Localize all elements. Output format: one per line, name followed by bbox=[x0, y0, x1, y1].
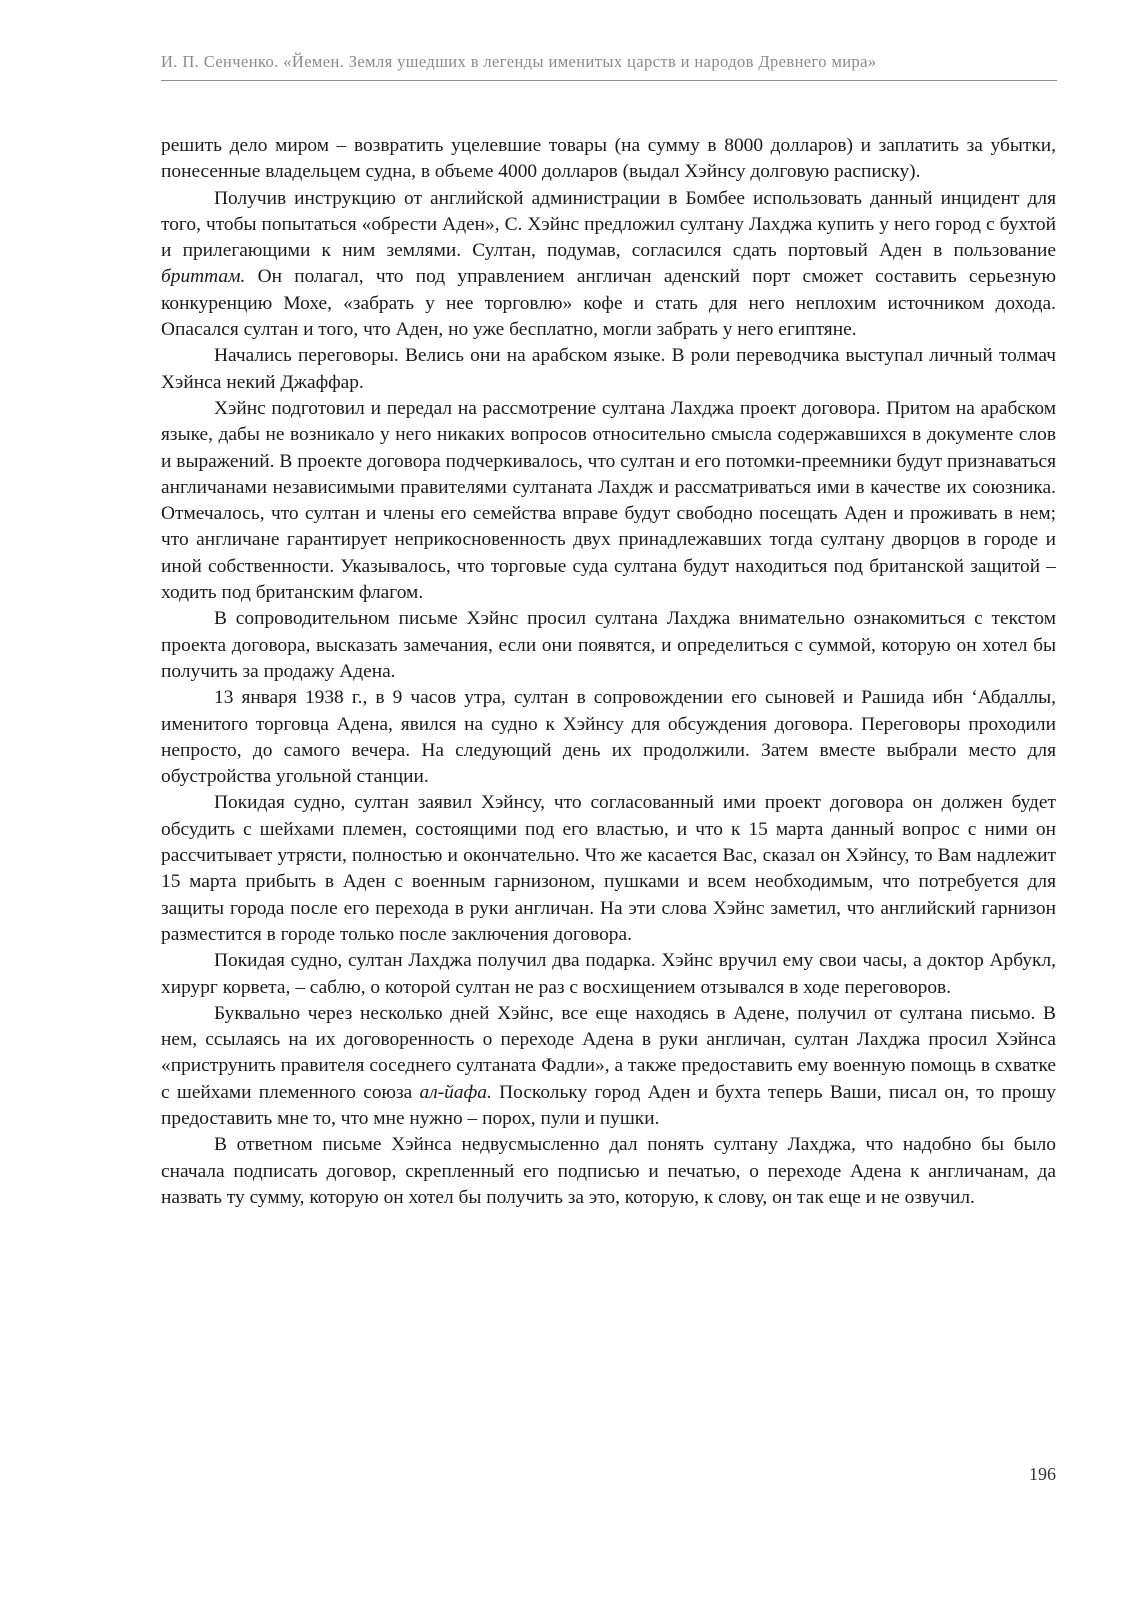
paragraph-9-emphasis: ал-йафа. bbox=[419, 1081, 492, 1103]
paragraph-10: В ответном письме Хэйнса недвусмысленно дал понять султану Лахджа, что надобно бы было сначала подписать договор, скрепленный его подписью и печатью, о переходе Адена к англичанам, да назвать ту сумму, которую он хотел бы получить за это, которую, к слову, он так еще и не озвучил. bbox=[161, 1134, 1056, 1208]
paragraph-3: Начались переговоры. Велись они на арабском языке. В роли переводчика выступал личный толмач Хэйнса некий Джаффар. bbox=[161, 345, 1056, 393]
paragraph-5: В сопроводительном письме Хэйнс просил султана Лахджа внимательно ознакомиться с текстом проекта договора, высказать замечания, если они появятся, и определиться с суммой, которую он хотел бы получить за продажу Адена. bbox=[161, 608, 1056, 682]
paragraph-1: решить дело миром – возвратить уцелевшие товары (на сумму в 8000 долларов) и заплатить за убытки, понесенные владельцем судна, в объеме 4000 долларов (выдал Хэйнсу долговую расписку). bbox=[161, 135, 1056, 183]
paragraph-7: Покидая судно, султан заявил Хэйнсу, что согласованный ими проект договора он должен будет обсудить с шейхами племен, состоящими под его властью, и что к 15 марта данный вопрос с ними он рассчитывает утрясти, полностью и окончательно. Что же касается Вас, сказал он Хэйнсу, то Вам надлежит 15 марта прибыть в Аден с военным гарнизоном, пушками и всем необходимым, что потребуется для защиты города после его перехода в руки англичан. На эти слова Хэйнс заметил, что английский гарнизон разместится в городе только после заключения договора. bbox=[161, 792, 1056, 945]
header-divider bbox=[161, 80, 1057, 81]
paragraph-2-text-after: Он полагал, что под управлением англичан аденский порт сможет составить серьезную конкуренцию Мохе, «забрать у нее торговлю» кофе и стать для него неплохим источником дохода. Опасался султан и того, что Аден, но уже бесплатно, могли забрать у него египтяне. bbox=[161, 266, 1056, 341]
paragraph-9 bbox=[161, 1001, 1056, 1132]
body-text bbox=[161, 133, 1056, 1211]
paragraph-2-text-before: Получив инструкцию от английской администрации в Бомбее использовать данный инцидент для того, чтобы попытаться «обрести Аден», С. Хэйнс предложил султану Лахджа купить у него город с бухтой и прилегающими к ним землями. Султан, подумав, согласился сдать портовый Аден в пользование bbox=[161, 187, 1056, 262]
paragraph-9-text-after: Поскольку город Аден и бухта теперь Ваши, писал он, то прошу предоставить мне то, что мне нужно – порох, пули и пушки. bbox=[161, 1081, 1056, 1129]
paragraph-2-emphasis: бриттам. bbox=[161, 266, 246, 288]
paragraph-9-text-before: Буквально через несколько дней Хэйнс, все еще находясь в Адене, получил от султана письмо. В нем, ссылаясь на их договоренность о переходе Адена в руки англичан, султан Лахджа просил Хэйнса «приструнить правителя соседнего султаната Фадли», а также предоставить ему военную помощь в схватке с шейхами племенного союза bbox=[161, 1002, 1056, 1103]
running-header: И. П. Сенченко. «Йемен. Земля ушедших в легенды именитых царств и народов Древнего мира» bbox=[161, 52, 877, 71]
paragraph-2 bbox=[161, 186, 1056, 344]
paragraph-6: 13 января 1938 г., в 9 часов утра, султан в сопровождении его сыновей и Рашида ибн ‘Абдаллы, именитого торговца Адена, явился на судно к Хэйнсу для обсуждения договора. Переговоры проходили непросто, до самого вечера. На следующий день их продолжили. Затем вместе выбрали место для обустройства угольной станции. bbox=[161, 687, 1056, 788]
page-number: 196 bbox=[1029, 1464, 1056, 1484]
paragraph-8: Покидая судно, султан Лахджа получил два подарка. Хэйнс вручил ему свои часы, а доктор Арбукл, хирург корвета, – саблю, о которой султан не раз с восхищением отзывался в ходе переговоров. bbox=[161, 950, 1056, 998]
paragraph-4: Хэйнс подготовил и передал на рассмотрение султана Лахджа проект договора. Притом на арабском языке, дабы не возникало у него никаких вопросов относительно смысла содержавшихся в документе слов и выражений. В проекте договора подчеркивалось, что султан и его потомки-преемники будут признаваться англичанами независимыми правителями султаната Лахдж и рассматриваться ими в качестве их союзника. Отмечалось, что султан и члены его семейства вправе будут свободно посещать Аден и проживать в нем; что англичане гарантирует неприкосновенность двух принадлежавших тогда султану дворцов в городе и иной собственности. Указывалось, что торговые суда султана будут находиться под британской защитой – ходить под британским флагом. bbox=[161, 397, 1056, 604]
